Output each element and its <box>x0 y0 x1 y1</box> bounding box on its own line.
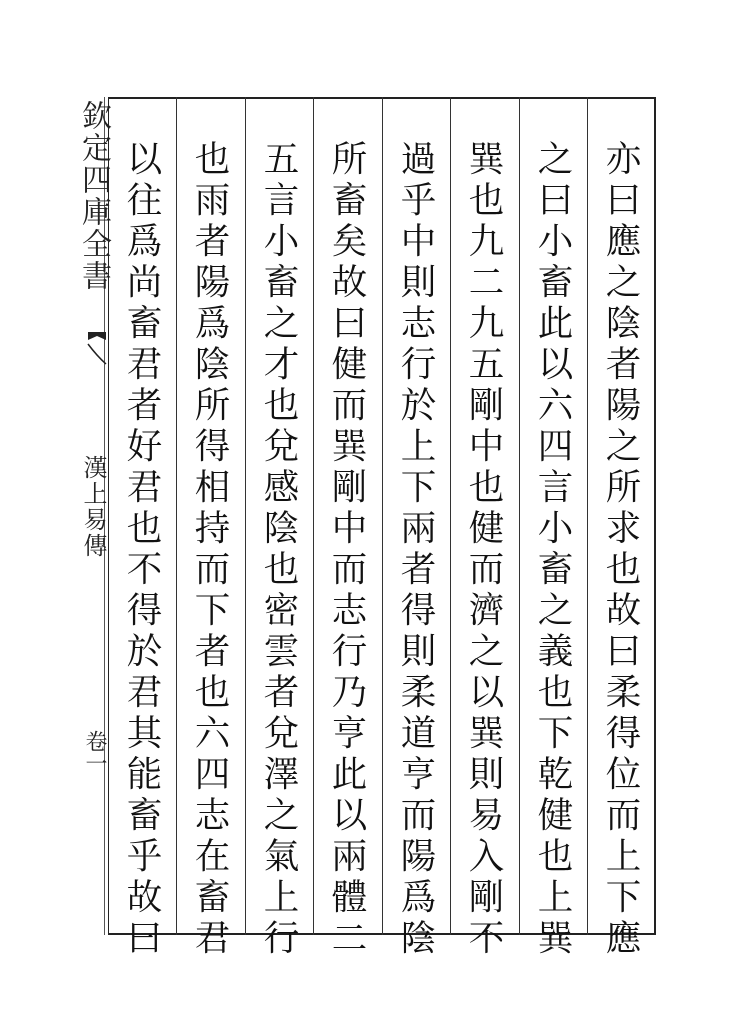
text-column: 巽也九二九五剛中也健而濟之以巽則易入剛不 <box>463 140 504 960</box>
text-column: 所畜矣故曰健而巽剛中而志行乃亨此以兩體二 <box>326 140 367 960</box>
section-title: 漢上易傳 <box>79 455 107 559</box>
column-rule <box>450 97 451 935</box>
column-rule <box>176 97 177 935</box>
text-column: 亦曰應之陰者陽之所求也故曰柔得位而上下應 <box>600 140 641 960</box>
book-title: 欽定四庫全書 <box>76 100 111 292</box>
text-column: 以往爲尚畜君者好君也不得於君其能畜乎故曰 <box>121 140 162 960</box>
column-rule <box>587 97 588 935</box>
text-column: 也雨者陽爲陰所得相持而下者也六四志在畜君 <box>189 140 230 960</box>
text-column: 之曰小畜此以六四言小畜之義也下乾健也上巽 <box>532 140 573 960</box>
fishtail-mark-icon <box>86 330 108 366</box>
column-rule <box>313 97 314 935</box>
column-rule <box>382 97 383 935</box>
text-column: 過乎中則志行於上下兩者得則柔道亨而陽爲陰 <box>395 140 436 960</box>
column-rule <box>245 97 246 935</box>
folio-number: 卷一 <box>82 730 107 774</box>
column-rule <box>519 97 520 935</box>
text-column: 五言小畜之才也兌感陰也密雲者兌澤之氣上行 <box>258 140 299 960</box>
